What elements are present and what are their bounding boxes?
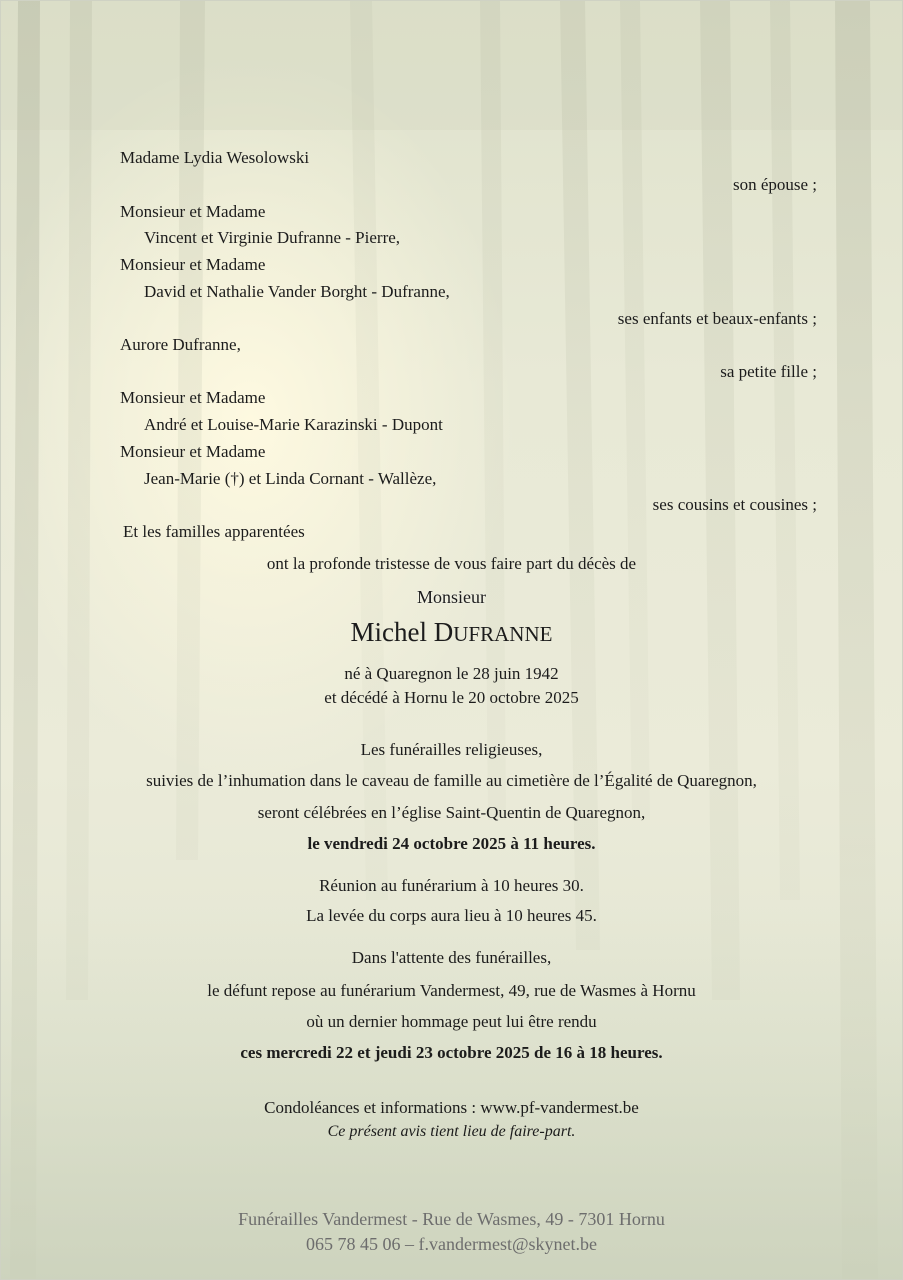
faire-part-note: Ce présent avis tient lieu de faire-part. (327, 1123, 576, 1140)
funerarium-meeting: Réunion au funérarium à 10 heures 30. (319, 876, 584, 895)
birth-info: né à Quaregnon le 28 juin 1942 (344, 664, 559, 683)
cousin1-title: Monsieur et Madame (120, 388, 266, 407)
cousin2-title: Monsieur et Madame (120, 442, 266, 461)
footer-contact: 065 78 45 06 – f.vandermest@skynet.be (305, 1234, 598, 1254)
wife-role: son épouse ; (732, 175, 817, 194)
funeral-line2: suivies de l’inhumation dans le caveau de famille au cimetière de l’Égalité de Quaregnon, (146, 771, 757, 790)
viewing-dates: ces mercredi 22 et jeudi 23 octobre 2025 de 16 à 18 heures. (240, 1043, 663, 1062)
announcement-intro: ont la profonde tristesse de vous faire part du décès de (266, 554, 637, 573)
last-name-initial: D (433, 617, 454, 647)
last-name-rest: UFRANNE (453, 622, 553, 646)
child1-title: Monsieur et Madame (120, 202, 266, 221)
deceased-name (0, 617, 903, 649)
cousins-role: ses cousins et cousines ; (652, 495, 817, 514)
condolences-line: Condoléances et informations : www.pf-vandermest.be (264, 1098, 639, 1117)
related-families: Et les familles apparentées (123, 522, 305, 541)
cousin1-names: André et Louise-Marie Karazinski - Dupont (144, 415, 443, 434)
wife-name: Madame Lydia Wesolowski (120, 148, 310, 167)
granddaughter-name: Aurore Dufranne, (120, 335, 241, 354)
honorific: Monsieur (417, 587, 486, 607)
viewing-line3: où un dernier hommage peut lui être rendu (306, 1012, 597, 1031)
granddaughter-role: sa petite fille ; (720, 362, 817, 381)
children-role: ses enfants et beaux-enfants ; (617, 309, 817, 328)
funeral-line1: Les funérailles religieuses, (360, 740, 543, 759)
child1-names: Vincent et Virginie Dufranne - Pierre, (144, 228, 401, 247)
body-levee: La levée du corps aura lieu à 10 heures 45. (306, 906, 597, 925)
cousin2-names: Jean-Marie (†) et Linda Cornant - Wallèze, (144, 469, 437, 488)
child2-title: Monsieur et Madame (120, 255, 266, 274)
child2-names: David et Nathalie Vander Borght - Dufranne, (144, 282, 450, 301)
funeral-date: le vendredi 24 octobre 2025 à 11 heures. (307, 834, 596, 853)
funeral-line3: seront célébrées en l’église Saint-Quentin de Quaregnon, (257, 803, 646, 822)
death-info: et décédé à Hornu le 20 octobre 2025 (324, 688, 579, 707)
first-name: Michel (350, 617, 428, 647)
viewing-line2: le défunt repose au funérarium Vandermest, 49, rue de Wasmes à Hornu (207, 981, 696, 1000)
viewing-line1: Dans l'attente des funérailles, (351, 948, 552, 967)
footer-company: Funérailles Vandermest - Rue de Wasmes, 49 - 7301 Hornu (238, 1209, 665, 1229)
